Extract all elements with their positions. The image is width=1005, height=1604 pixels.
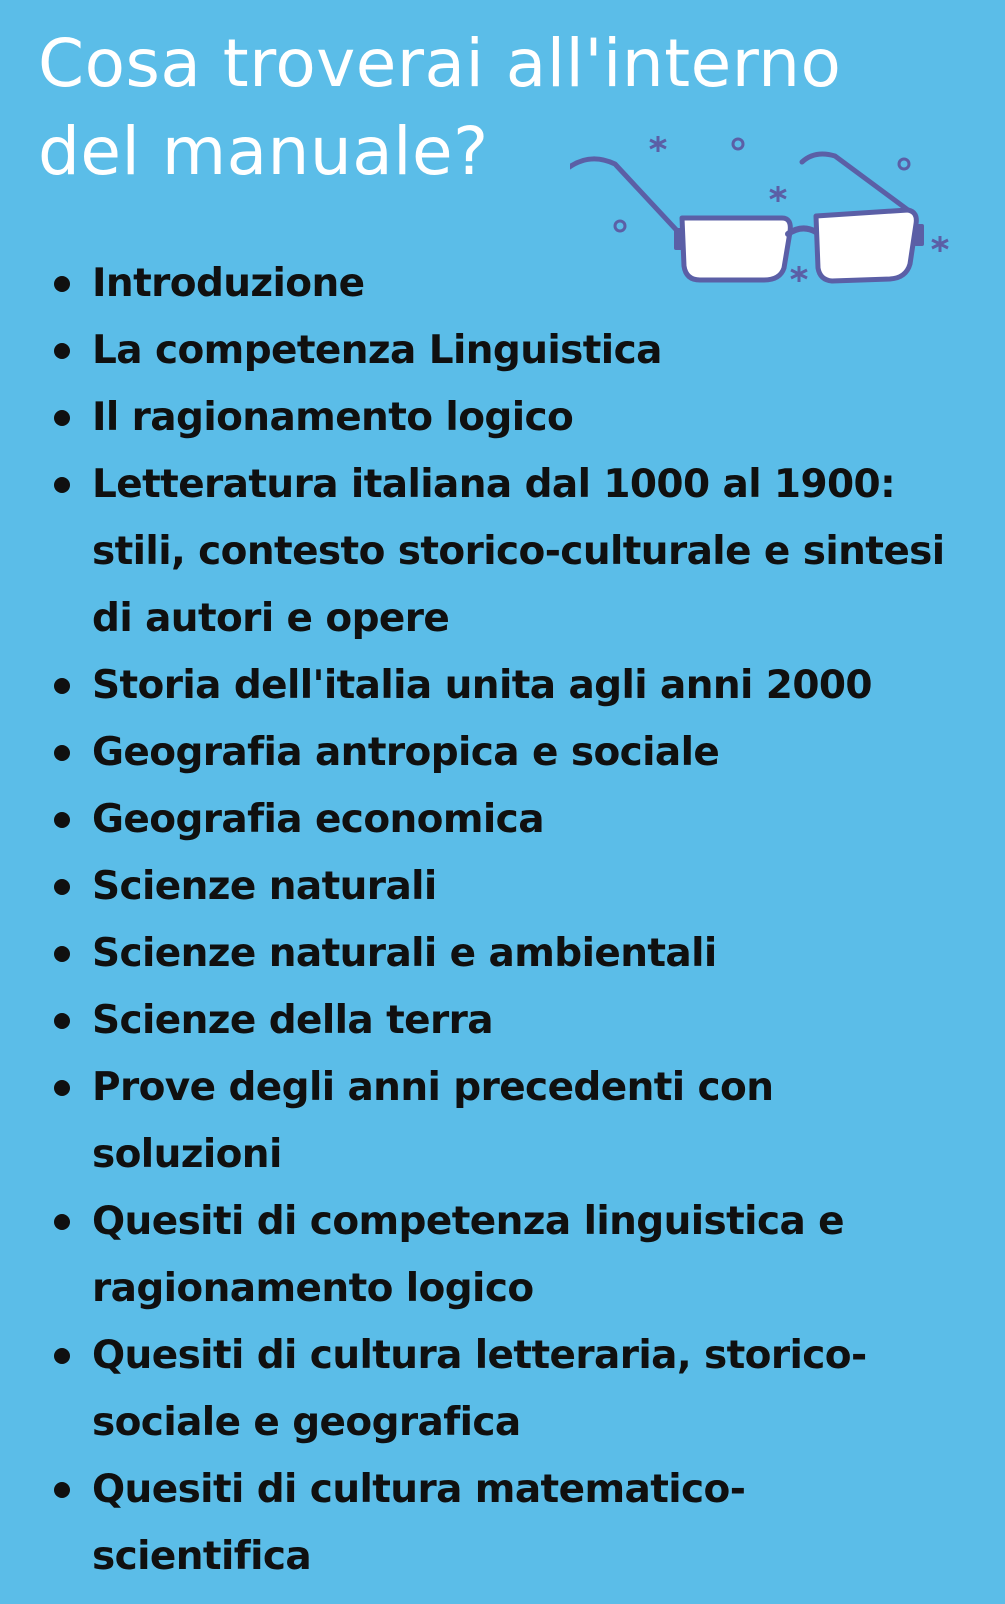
list-item — [92, 451, 992, 652]
sparkle-circle-icon — [733, 139, 743, 149]
list-item-line: Quesiti di competenza linguistica e — [92, 1199, 845, 1244]
bullet-icon — [54, 879, 70, 895]
list-item — [92, 920, 992, 987]
bullet-icon — [54, 745, 70, 761]
list-item-line: di autori e opere — [92, 596, 450, 641]
list-item — [92, 987, 992, 1054]
bullet-icon — [54, 1080, 70, 1096]
bullet-icon — [54, 812, 70, 828]
list-item — [92, 384, 992, 451]
list-item-line: soluzioni — [92, 1132, 282, 1177]
bullet-icon — [54, 276, 70, 292]
list-item-line: Scienze naturali — [92, 864, 437, 909]
bullet-icon — [54, 946, 70, 962]
list-item — [92, 317, 992, 384]
list-item — [92, 1188, 992, 1322]
bullet-icon — [54, 1348, 70, 1364]
list-item-line: Il ragionamento logico — [92, 395, 574, 440]
list-item — [92, 652, 992, 719]
list-item — [92, 250, 992, 317]
list-item — [92, 786, 992, 853]
sparkle-circle-icon — [899, 159, 909, 169]
list-item-line: Quesiti di cultura letteraria, storico- — [92, 1333, 867, 1378]
list-item-line: Geografia antropica e sociale — [92, 730, 720, 775]
bullet-icon — [54, 477, 70, 493]
list-item-line: Letteratura italiana dal 1000 al 1900: — [92, 462, 896, 507]
sparkle-star-icon — [770, 186, 786, 202]
bullet-icon — [54, 410, 70, 426]
list-item-line: scientifica — [92, 1534, 312, 1579]
title-line-1: Cosa troverai all'interno — [38, 25, 842, 102]
bullet-icon — [54, 1013, 70, 1029]
topic-list — [92, 250, 992, 1590]
list-item-line: Storia dell'italia unita agli anni 2000 — [92, 663, 872, 708]
list-item-line: Quesiti di cultura matematico- — [92, 1467, 746, 1512]
list-item — [92, 719, 992, 786]
list-item-line: sociale e geografica — [92, 1400, 521, 1445]
list-item — [92, 1456, 992, 1590]
list-item-line: La competenza Linguistica — [92, 328, 662, 373]
list-item-line: Scienze della terra — [92, 998, 493, 1043]
list-item-line: Introduzione — [92, 261, 365, 306]
bullet-icon — [54, 678, 70, 694]
list-item-line: Scienze naturali e ambientali — [92, 931, 717, 976]
title-line-2: del manuale? — [38, 113, 489, 190]
bullet-icon — [54, 1482, 70, 1498]
sparkle-star-icon — [650, 136, 666, 152]
bullet-icon — [54, 1214, 70, 1230]
list-item — [92, 1054, 992, 1188]
list-item — [92, 1322, 992, 1456]
bullet-icon — [54, 343, 70, 359]
list-item-line: ragionamento logico — [92, 1266, 534, 1311]
list-item-line: Prove degli anni precedenti con — [92, 1065, 774, 1110]
list-item-line: stili, contesto storico-culturale e sintesi — [92, 529, 945, 574]
list-item — [92, 853, 992, 920]
list-item-line: Geografia economica — [92, 797, 544, 842]
sparkle-circle-icon — [615, 221, 625, 231]
